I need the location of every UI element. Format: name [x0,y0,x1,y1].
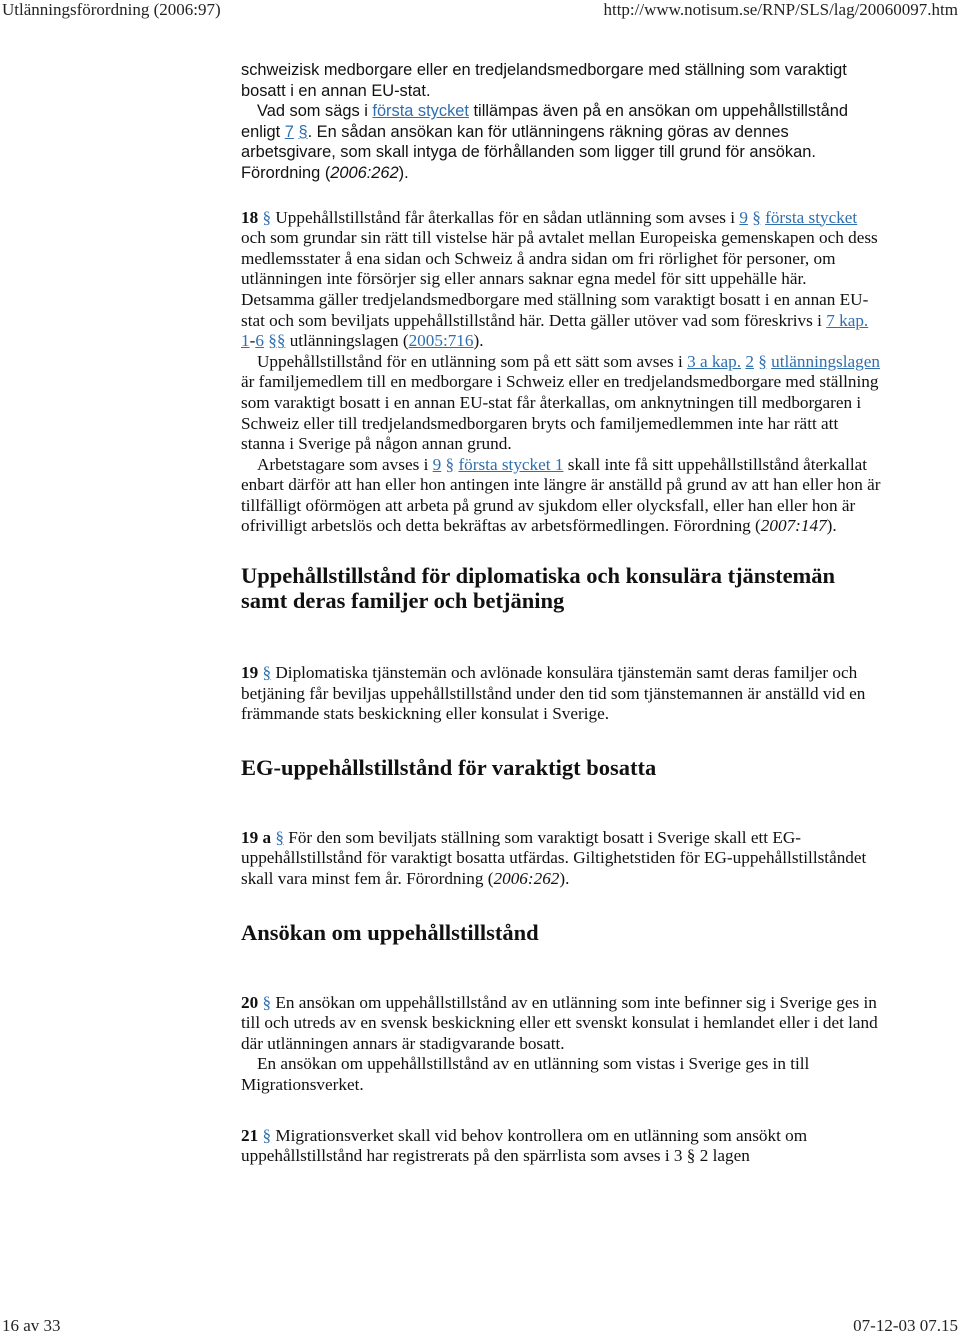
section-sign-icon[interactable]: § [445,454,455,474]
section-number: 19 a [241,827,272,847]
link-law-2005-716[interactable]: 2005:716 [408,331,474,351]
section-sign-icon[interactable]: § [262,1125,272,1145]
section-20-paragraph-2: En ansökan om uppehållstillstånd av en utlänning som vistas i Sverige ges in till Migrationsverket. [241,1054,810,1094]
section-sign-icon[interactable]: § [758,351,767,371]
link-chapter-7[interactable]: 7 kap. [826,310,869,330]
link-section-2[interactable]: 2 [745,351,754,371]
heading-application: Ansökan om uppehållstillstånd [241,919,539,945]
section-sign-icon[interactable]: § [262,207,272,227]
link-section-1[interactable]: 1 [241,331,250,351]
link-section-7[interactable]: 7 [284,122,294,141]
section-18-paragraph-1: 18 § Uppehållstillstånd får återkallas för en sådan utlänning som avses i 9 § första stycket och som grundar sin rätt till vistelse här på avtalet mellan Europeiska gemenskapen och dess medlemsstater å ena sidan och Schweiz å andra sidan om fri rörlighet för personer, om utlänningen inte försörjer sig eller annars saknar egna medel för sitt uppehälle här. Detsamma gäller tredjelandsmedborgare med ställning som varaktigt bosatt i en annan EU-stat och som beviljats uppehållstillstånd här. Detta gäller utöver vad som föreskrivs i 7 kap. 1-6 §§ utlänningslagen (2005:716). [241,207,878,351]
link-utlanningslagen[interactable]: utlänningslagen [771,351,880,371]
section-21-paragraph: 21 § Migrationsverket skall vid behov kontrollera om en utlänning som ansökt om uppehållstillstånd har registrerats på den spärrlista som avses i 3 § 2 lagen [241,1125,808,1166]
link-chapter-3a[interactable]: 3 a kap. [687,351,742,371]
document-body [241,60,881,1167]
section-sign-icon[interactable]: § [275,827,284,847]
heading-diplomats: Uppehållstillstånd för diplomatiska och konsulära tjänstemän samt deras familjer och betjäning [241,563,836,614]
section-number: 21 [241,1125,259,1145]
section-sign-icon[interactable]: §§ [268,331,286,351]
header-title: Utlänningsförordning (2006:97) [2,0,221,19]
section-number: 19 [241,663,259,683]
link-first-paragraph-1[interactable]: första stycket 1 [458,454,564,474]
link-first-paragraph[interactable]: första stycket [765,207,858,227]
print-timestamp: 07-12-03 07.15 [853,1316,958,1335]
page-indicator: 16 av 33 [2,1316,61,1335]
header-url: http://www.notisum.se/RNP/SLS/lag/20060097.htm [603,0,958,19]
link-section-9[interactable]: 9 [432,454,442,474]
section-18-paragraph-2: Uppehållstillstånd för en utlänning som på ett sätt som avses i 3 a kap. 2 § utlänningslagen är familjemedlem till en medborgare i Schweiz eller en tredjelandsmedborgare med ställning som varaktigt bosatt i en annan EU-stat får återkallas, om anknytningen till medborgaren i Schweiz eller till tredjelandsmedborgaren bryts och familjemedlemmen inte har rätt att stanna i Sverige på någon annan grund. [241,351,880,454]
ordinance-ref: 2006:262 [330,163,399,182]
paragraph-application: Vad som sägs i första stycket tillämpas även på en ansökan om uppehållstillstånd enligt 7 §. En sådan ansökan kan för utlänningens räkning göras av dennes arbetsgivare, som skall intyga de förhållanden som ligger till grund för ansökan. Förordning (2006:262). [241,102,848,182]
section-number: 18 [241,207,259,227]
section-19-paragraph: 19 § Diplomatiska tjänstemän och avlönade konsulära tjänstemän samt deras familjer och betjäning får beviljas uppehållstillstånd under den tid som tjänstemannen är anställd vid en främmande stats beskickning eller konsulat i Sverige. [241,663,866,724]
section-18-paragraph-3: Arbetstagare som avses i 9 § första stycket 1 skall inte få sitt uppehållstillstånd återkallat enbart därför att han eller hon antingen inte längre är anställd på grund av att han eller hon är tillfälligt oförmögen att arbeta på grund av sjukdom eller olycksfall, eller han eller hon är ofrivilligt arbetslös och detta bekräftas av arbetsförmedlingen. Förordning (2007:147). [241,454,881,536]
section-number: 20 [241,992,259,1012]
section-sign-icon[interactable]: § [298,122,308,141]
link-section-6[interactable]: 6 [255,331,264,351]
paragraph-continued: schweizisk medborgare eller en tredjelandsmedborgare med ställning som varaktigt bosatt i en annan EU-stat. [241,61,847,100]
section-sign-icon[interactable]: § [262,992,272,1012]
section-19a-paragraph: 19 a § För den som beviljats ställning som varaktigt bosatt i Sverige skall ett EG-uppehållstillstånd för varaktigt bosatta utfärdas. Giltighetstiden för EG-uppehållstillståndet skall vara minst fem år. Förordning (2006:262). [241,827,867,889]
link-first-paragraph[interactable]: första stycket [372,102,469,121]
ordinance-ref: 2006:262 [493,869,560,889]
link-section-9[interactable]: 9 [739,207,748,227]
section-sign-icon[interactable]: § [262,663,272,683]
heading-eg-permit: EG-uppehållstillstånd för varaktigt bosatta [241,754,657,780]
section-sign-icon[interactable]: § [752,207,761,227]
section-20-paragraph-1: 20 § En ansökan om uppehållstillstånd av en utlänning som inte befinner sig i Sverige ges in till och utreds av en svensk beskickning eller ett svenskt konsulat i hemlandet eller i det land där utlänningen annars är stadigvarande bosatt. [241,992,878,1053]
ordinance-ref: 2007:147 [760,516,827,536]
